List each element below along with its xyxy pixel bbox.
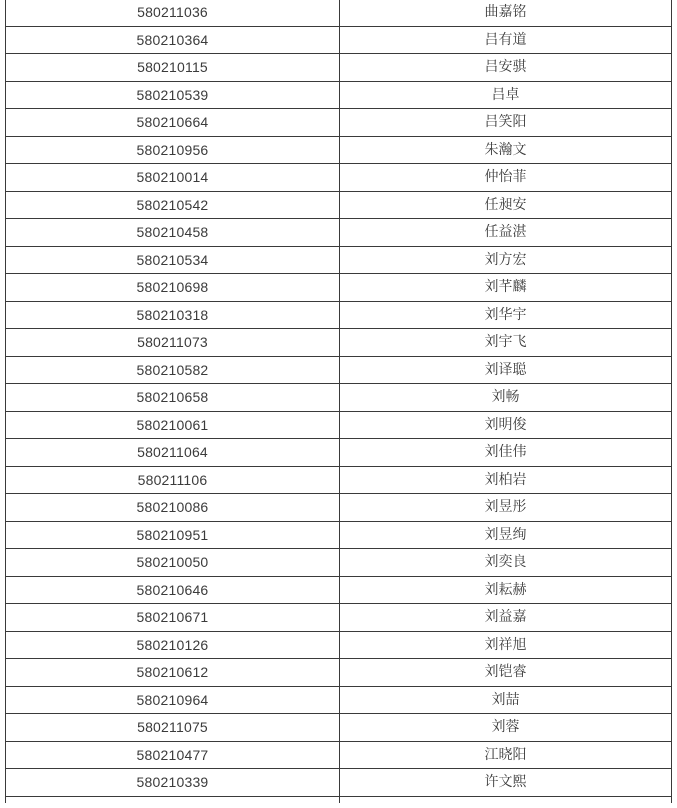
student-id-cell: 580210658 — [6, 384, 340, 412]
table-row — [6, 54, 672, 82]
student-id-cell: 580210061 — [6, 411, 340, 439]
table-row — [6, 686, 672, 714]
student-id-cell: 580210339 — [6, 769, 340, 797]
table-row — [6, 356, 672, 384]
student-id-cell: 580210951 — [6, 521, 340, 549]
table-row — [6, 0, 672, 26]
table-row — [6, 549, 672, 577]
student-id-cell: 580211036 — [6, 0, 340, 26]
table-row — [6, 659, 672, 687]
student-id-cell: 580210964 — [6, 686, 340, 714]
student-id-cell: 580210612 — [6, 659, 340, 687]
student-id-cell: 580210115 — [6, 54, 340, 82]
student-name-cell-empty — [340, 796, 672, 803]
student-name-cell: 刘方宏 — [340, 246, 672, 274]
student-id-cell: 580210534 — [6, 246, 340, 274]
table-row — [6, 604, 672, 632]
student-name-cell: 许文熙 — [340, 769, 672, 797]
roster-table-body — [6, 0, 672, 803]
student-name-cell: 刘喆 — [340, 686, 672, 714]
student-name-cell: 吕安骐 — [340, 54, 672, 82]
table-row — [6, 714, 672, 742]
table-row — [6, 494, 672, 522]
student-id-cell: 580210664 — [6, 109, 340, 137]
student-name-cell: 刘畅 — [340, 384, 672, 412]
table-row — [6, 631, 672, 659]
student-id-cell: 580210956 — [6, 136, 340, 164]
student-id-cell: 580211073 — [6, 329, 340, 357]
student-id-cell: 580211075 — [6, 714, 340, 742]
table-row — [6, 164, 672, 192]
student-name-cell: 刘耘赫 — [340, 576, 672, 604]
student-id-cell: 580210671 — [6, 604, 340, 632]
table-row — [6, 274, 672, 302]
student-name-cell: 刘芊麟 — [340, 274, 672, 302]
student-id-cell: 580210364 — [6, 26, 340, 54]
student-name-cell: 刘华宇 — [340, 301, 672, 329]
student-name-cell: 朱瀚文 — [340, 136, 672, 164]
student-name-cell: 刘益嘉 — [340, 604, 672, 632]
student-name-cell: 刘奕良 — [340, 549, 672, 577]
table-row — [6, 191, 672, 219]
table-row — [6, 81, 672, 109]
student-name-cell: 吕有道 — [340, 26, 672, 54]
student-id-cell: 580210014 — [6, 164, 340, 192]
student-id-cell: 580210126 — [6, 631, 340, 659]
student-name-cell: 任昶安 — [340, 191, 672, 219]
student-id-cell: 580210318 — [6, 301, 340, 329]
table-row — [6, 384, 672, 412]
student-id-cell: 580210086 — [6, 494, 340, 522]
student-name-cell: 刘昱彤 — [340, 494, 672, 522]
student-name-cell: 刘明俊 — [340, 411, 672, 439]
table-row — [6, 109, 672, 137]
table-row — [6, 329, 672, 357]
table-row — [6, 741, 672, 769]
student-id-cell: 580210542 — [6, 191, 340, 219]
student-id-cell: 580211064 — [6, 439, 340, 467]
student-id-cell: 580210582 — [6, 356, 340, 384]
table-row — [6, 26, 672, 54]
table-row — [6, 769, 672, 797]
student-name-cell: 刘宇飞 — [340, 329, 672, 357]
table-row-partial — [6, 796, 672, 803]
student-name-cell: 刘蓉 — [340, 714, 672, 742]
table-row — [6, 439, 672, 467]
student-name-cell: 刘祥旭 — [340, 631, 672, 659]
student-name-cell: 吕卓 — [340, 81, 672, 109]
student-name-cell: 江晓阳 — [340, 741, 672, 769]
table-row — [6, 219, 672, 247]
student-name-cell: 吕笑阳 — [340, 109, 672, 137]
student-id-cell: 580210539 — [6, 81, 340, 109]
student-name-cell: 刘昱绚 — [340, 521, 672, 549]
table-row — [6, 576, 672, 604]
table-row — [6, 521, 672, 549]
roster-table — [5, 0, 672, 803]
table-row — [6, 246, 672, 274]
student-name-cell: 仲怡菲 — [340, 164, 672, 192]
student-id-cell: 580210646 — [6, 576, 340, 604]
student-id-cell: 580210458 — [6, 219, 340, 247]
student-id-cell: 580210698 — [6, 274, 340, 302]
student-name-cell: 曲嘉铭 — [340, 0, 672, 26]
table-row — [6, 411, 672, 439]
student-name-cell: 刘佳伟 — [340, 439, 672, 467]
student-id-cell: 580211106 — [6, 466, 340, 494]
student-name-cell: 刘柏岩 — [340, 466, 672, 494]
table-row — [6, 301, 672, 329]
student-name-cell: 刘译聪 — [340, 356, 672, 384]
table-row — [6, 466, 672, 494]
student-name-cell: 刘铠睿 — [340, 659, 672, 687]
student-id-cell: 580210477 — [6, 741, 340, 769]
table-row — [6, 136, 672, 164]
student-name-cell: 任益湛 — [340, 219, 672, 247]
student-id-cell-empty — [6, 796, 340, 803]
student-id-cell: 580210050 — [6, 549, 340, 577]
